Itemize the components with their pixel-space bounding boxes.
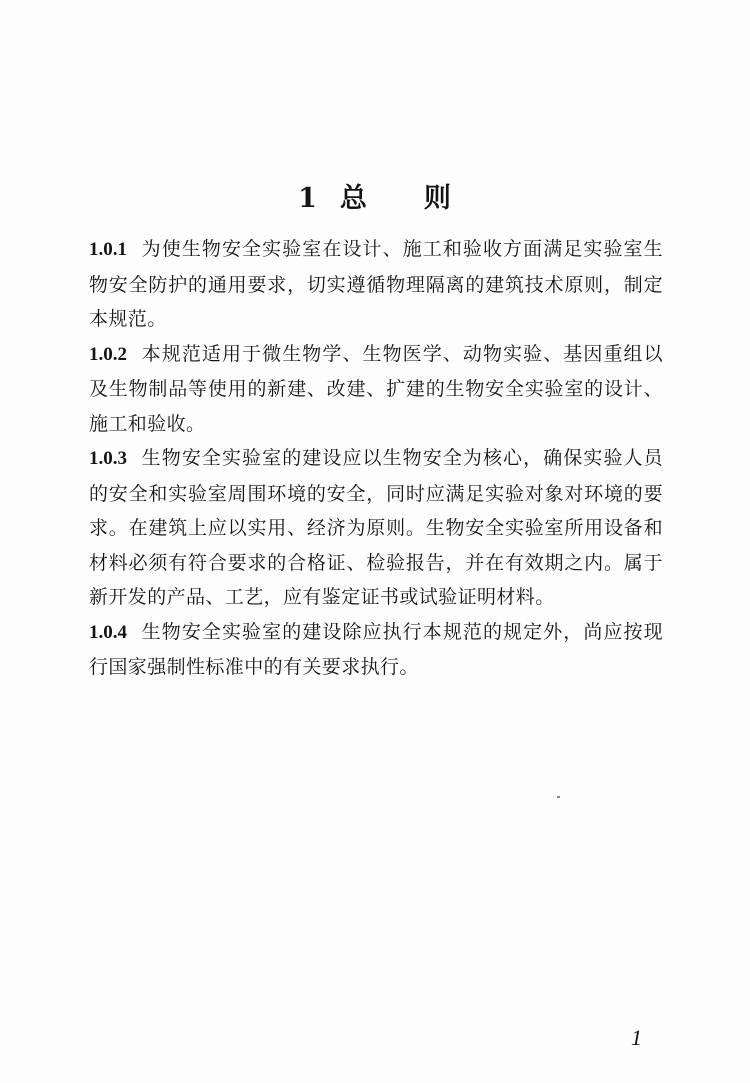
clause-number: 1.0.4	[89, 621, 127, 643]
chapter-number: 1	[298, 183, 318, 215]
clause-1-0-2	[89, 337, 663, 442]
clause-number: 1.0.3	[89, 448, 127, 469]
clause-1-0-1	[89, 232, 663, 337]
clause-text: 生物安全实验室的建设除应执行本规范的规定外，尚应按现行国家强制性标准中的有关要求执行。	[89, 620, 663, 678]
clause-1-0-4	[89, 615, 663, 685]
clause-number: 1.0.1	[89, 239, 127, 260]
chapter-title	[0, 176, 750, 215]
clause-text: 为使生物安全实验室在设计、施工和验收方面满足实验室生物安全防护的通用要求，切实遵循物理隔离的建筑技术原则，制定本规范。	[89, 238, 663, 330]
scan-speck	[557, 796, 560, 798]
clause-text: 生物安全实验室的建设应以生物安全为核心，确保实验人员的安全和实验室周围环境的安全，同时应满足实验对象对环境的要求。在建筑上应以实用、经济为原则。生物安全实验室所用设备和材料必须有符合要求的合格证、检验报告，并在有效期之内。属于新开发的产品、工艺，应有鉴定证书或试验证明材料。	[89, 447, 663, 608]
chapter-title-char-1: 总	[339, 183, 368, 215]
page-number: 1	[631, 1025, 642, 1050]
clause-text: 本规范适用于微生物学、生物医学、动物实验、基因重组以及生物制品等使用的新建、改建、扩建的生物安全实验室的设计、施工和验收。	[89, 342, 663, 435]
chapter-title-char-2: 则	[423, 183, 452, 215]
clause-1-0-3	[89, 441, 663, 615]
clause-list	[89, 232, 663, 685]
clause-number: 1.0.2	[89, 343, 127, 365]
